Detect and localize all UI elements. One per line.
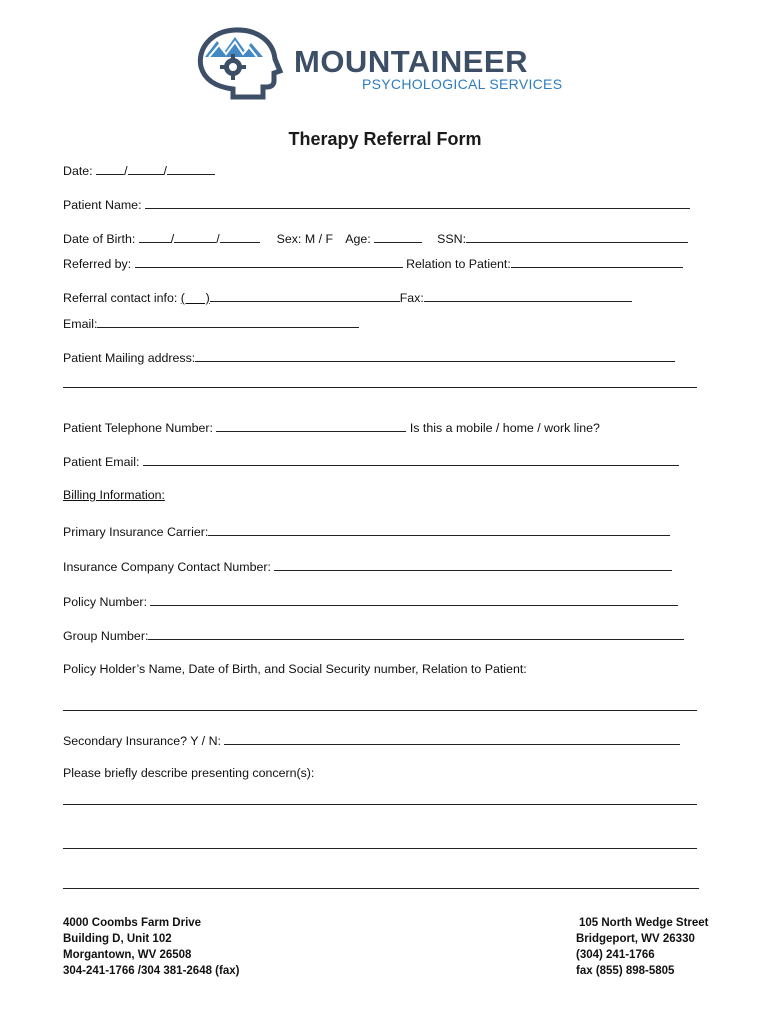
policy-number-row	[63, 594, 678, 608]
fax-blank[interactable]	[424, 290, 632, 302]
relation-label: Relation to Patient:	[406, 257, 511, 271]
group-number-row	[63, 628, 684, 642]
policy-number-label: Policy Number:	[63, 595, 148, 609]
concerns-line-2[interactable]	[63, 848, 697, 849]
primary-insurance-blank[interactable]	[208, 524, 670, 536]
patient-name-label: Patient Name:	[63, 198, 142, 212]
referred-by-blank[interactable]	[135, 256, 403, 268]
footer-left-line: 4000 Coombs Farm Drive	[63, 917, 202, 929]
date-label: Date:	[63, 164, 93, 178]
relation-blank[interactable]	[511, 256, 683, 268]
dob-day-blank[interactable]	[174, 231, 216, 243]
dob-separator: /	[170, 232, 175, 246]
referred-by-label: Referred by:	[63, 257, 132, 271]
patient-email-label: Patient Email:	[63, 455, 140, 469]
ssn-label: SSN:	[437, 232, 467, 246]
group-number-label: Group Number:	[63, 629, 149, 643]
footer-right-line: 105 North Wedge Street	[579, 917, 709, 929]
primary-insurance-label: Primary Insurance Carrier:	[63, 525, 209, 539]
referral-contact-label: Referral contact info:	[63, 291, 178, 305]
footer-right-line: Bridgeport, WV 26330	[576, 933, 695, 945]
patient-email-blank[interactable]	[143, 454, 679, 466]
patient-name-row	[63, 197, 690, 211]
mailing-address-row	[63, 350, 675, 364]
mailing-address-line-2[interactable]	[63, 387, 697, 388]
referral-contact-area-code[interactable]: ( )	[180, 291, 210, 305]
dob-month-blank[interactable]	[139, 231, 171, 243]
secondary-insurance-row	[63, 733, 680, 747]
referral-contact-blank[interactable]	[210, 290, 400, 302]
footer-left-line: 304-241-1766 /304 381-2648 (fax)	[63, 965, 240, 977]
date-separator: /	[124, 164, 128, 178]
email-label: Email:	[63, 317, 98, 331]
referred-by-row	[63, 256, 683, 270]
dob-year-blank[interactable]	[220, 231, 260, 243]
concerns-row	[63, 767, 314, 779]
date-day-blank[interactable]	[128, 163, 164, 175]
policy-holder-line[interactable]	[63, 710, 697, 711]
telephone-blank[interactable]	[216, 420, 406, 432]
date-month-blank[interactable]	[96, 163, 124, 175]
concerns-line-3[interactable]	[63, 888, 699, 889]
ssn-blank[interactable]	[466, 231, 688, 243]
logo-icon	[193, 27, 283, 101]
concerns-label: Please briefly describe presenting concern(s):	[63, 766, 315, 780]
age-label: Age:	[345, 232, 371, 246]
dob-row	[63, 231, 688, 245]
insurance-contact-row	[63, 559, 672, 573]
policy-number-blank[interactable]	[150, 594, 678, 606]
footer-right-line: fax (855) 898-5805	[576, 965, 675, 977]
concerns-line-1[interactable]	[63, 804, 697, 805]
form-title: Therapy Referral Form	[288, 129, 482, 149]
age-blank[interactable]	[374, 231, 422, 243]
logo-title: MOUNTAINEER	[294, 44, 528, 79]
line-type-question[interactable]: Is this a mobile / home / work line?	[409, 421, 600, 435]
footer-left-line: Morgantown, WV 26508	[63, 949, 192, 961]
email-row	[63, 316, 359, 330]
footer-right-address	[576, 915, 709, 979]
sex-label: Sex:	[276, 232, 302, 246]
dob-label: Date of Birth:	[63, 232, 136, 246]
footer-left-line: Building D, Unit 102	[63, 933, 172, 945]
fax-label: Fax:	[399, 291, 424, 305]
policy-holder-label: Policy Holder’s Name, Date of Birth, and Social Security number, Relation to Patient:	[63, 662, 527, 676]
dob-separator: /	[216, 232, 220, 246]
referral-contact-row	[63, 290, 632, 304]
telephone-label: Patient Telephone Number:	[63, 421, 213, 435]
billing-heading: Billing Information:	[63, 488, 165, 502]
sex-options[interactable]: M / F	[304, 232, 334, 246]
insurance-contact-blank[interactable]	[274, 559, 672, 571]
date-separator: /	[163, 164, 167, 178]
patient-name-blank[interactable]	[145, 197, 690, 209]
secondary-insurance-label: Secondary Insurance? Y / N:	[63, 734, 221, 748]
footer-right-line: (304) 241-1766	[576, 949, 655, 961]
policy-holder-row	[63, 663, 527, 675]
footer-left-address	[63, 915, 239, 979]
mailing-address-label: Patient Mailing address:	[63, 351, 196, 365]
date-year-blank[interactable]	[167, 163, 215, 175]
insurance-contact-label: Insurance Company Contact Number:	[63, 560, 271, 574]
mailing-address-blank[interactable]	[195, 350, 675, 362]
secondary-insurance-blank[interactable]	[224, 733, 680, 745]
group-number-blank[interactable]	[148, 628, 684, 640]
patient-email-row	[63, 454, 679, 468]
telephone-row	[63, 420, 600, 434]
email-blank[interactable]	[97, 316, 359, 328]
logo-subtitle: PSYCHOLOGICAL SERVICES	[362, 76, 563, 92]
primary-insurance-row	[63, 524, 670, 538]
date-row	[63, 163, 215, 177]
